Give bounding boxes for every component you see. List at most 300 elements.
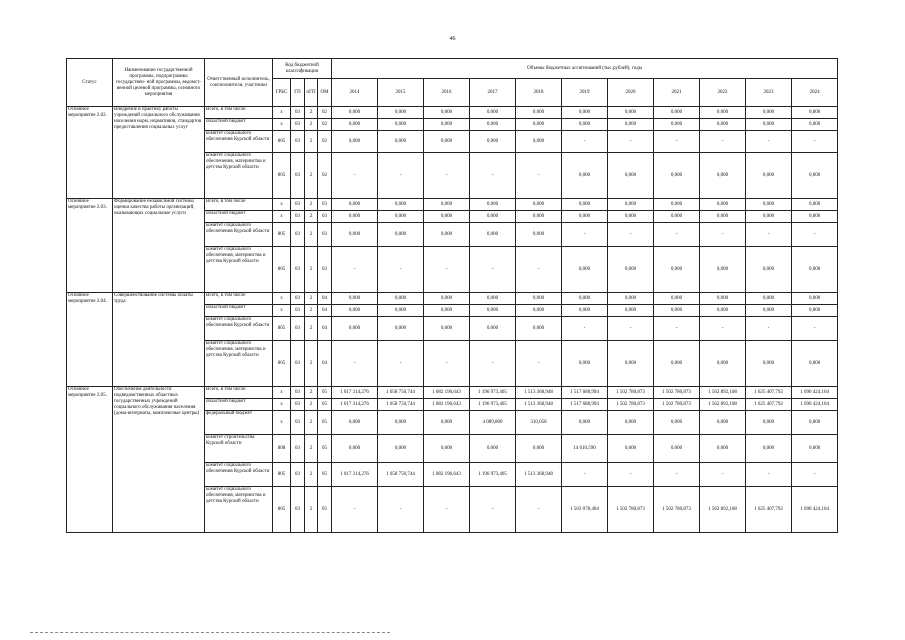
value-cell: 0,000 <box>746 305 792 317</box>
page-number: 46 <box>449 36 456 42</box>
gp-cell: 03 <box>291 211 305 223</box>
value-cell: - <box>792 317 838 341</box>
value-cell: - <box>700 223 746 247</box>
value-cell: 1 196 973,405 <box>470 387 516 399</box>
value-cell: 0,000 <box>746 153 792 199</box>
value-cell: - <box>654 317 700 341</box>
gp-cell: 03 <box>291 119 305 131</box>
value-cell: 0,000 <box>700 305 746 317</box>
header-year: 2016 <box>424 79 470 107</box>
value-cell: 1 562 892,108 <box>700 487 746 533</box>
executor-cell: комитет социального обеспечения Курской области <box>205 463 273 487</box>
value-cell: 1 196 973,405 <box>470 399 516 411</box>
value-cell: - <box>562 463 608 487</box>
value-cell: 0,000 <box>516 317 562 341</box>
value-cell: 1 562 892,108 <box>700 387 746 399</box>
value-cell: 0,000 <box>608 153 654 199</box>
value-cell: - <box>792 131 838 153</box>
value-cell: 1 513 368,948 <box>516 463 562 487</box>
value-cell: - <box>746 223 792 247</box>
value-cell: 0,000 <box>562 107 608 119</box>
value-cell: 0,000 <box>516 131 562 153</box>
value-cell: - <box>470 153 516 199</box>
grbs-cell: 805 <box>273 487 291 533</box>
value-cell: 0,000 <box>424 411 470 435</box>
value-cell: - <box>332 247 378 293</box>
grbs-cell: 805 <box>273 341 291 387</box>
value-cell: 1 690 424,104 <box>792 399 838 411</box>
value-cell: 1 082 196,643 <box>424 399 470 411</box>
header-year: 2020 <box>608 79 654 107</box>
pgp-cell: 2 <box>305 153 318 199</box>
value-cell: - <box>654 223 700 247</box>
value-cell: 1 690 424,104 <box>792 387 838 399</box>
value-cell: 0,000 <box>424 293 470 305</box>
pgp-cell: 2 <box>305 293 318 305</box>
om-cell: 05 <box>318 399 332 411</box>
pgp-cell: 2 <box>305 317 318 341</box>
value-cell: 0,000 <box>792 211 838 223</box>
grbs-cell: х <box>273 305 291 317</box>
value-cell: 0,000 <box>470 107 516 119</box>
pgp-cell: 2 <box>305 387 318 399</box>
value-cell: 0,000 <box>378 199 424 211</box>
status-cell: Основное мероприятие 2.05. <box>67 387 113 533</box>
om-cell: 05 <box>318 387 332 399</box>
value-cell: 0,000 <box>700 341 746 387</box>
om-cell: 05 <box>318 411 332 435</box>
value-cell: - <box>654 463 700 487</box>
value-cell: 1 082 196,643 <box>424 463 470 487</box>
executor-cell: федеральный бюджет <box>205 411 273 435</box>
om-cell: 02 <box>318 153 332 199</box>
value-cell: 0,000 <box>562 293 608 305</box>
status-cell: Основное мероприятие 2.02. <box>67 107 113 199</box>
gp-cell: 03 <box>291 305 305 317</box>
value-cell: - <box>424 341 470 387</box>
value-cell: - <box>470 341 516 387</box>
om-cell: 02 <box>318 107 332 119</box>
value-cell: 0,000 <box>470 305 516 317</box>
executor-cell: областной бюджет <box>205 119 273 131</box>
pgp-cell: 2 <box>305 131 318 153</box>
value-cell: 0,000 <box>608 211 654 223</box>
value-cell: - <box>792 463 838 487</box>
value-cell: 0,000 <box>424 119 470 131</box>
value-cell: 0,000 <box>332 293 378 305</box>
status-cell: Основное мероприятие 2.04. <box>67 293 113 387</box>
om-cell: 02 <box>318 131 332 153</box>
value-cell: 1 502 780,873 <box>654 387 700 399</box>
pgp-cell: 2 <box>305 223 318 247</box>
value-cell: 0,000 <box>792 247 838 293</box>
value-cell: 0,000 <box>746 199 792 211</box>
value-cell: - <box>746 131 792 153</box>
value-cell: 1 017 314,276 <box>332 387 378 399</box>
value-cell: 0,000 <box>516 107 562 119</box>
gp-cell: 03 <box>291 199 305 211</box>
value-cell: 0,000 <box>516 305 562 317</box>
value-cell: - <box>746 463 792 487</box>
value-cell: 1 503 078,404 <box>562 487 608 533</box>
value-cell: - <box>608 317 654 341</box>
value-cell: - <box>700 317 746 341</box>
value-cell: 0,000 <box>516 435 562 463</box>
value-cell: 1 058 750,744 <box>378 399 424 411</box>
value-cell: 0,000 <box>470 211 516 223</box>
value-cell: 1 502 780,873 <box>654 487 700 533</box>
pgp-cell: 2 <box>305 211 318 223</box>
value-cell: 0,000 <box>608 305 654 317</box>
value-cell: 0,000 <box>332 211 378 223</box>
pgp-cell: 2 <box>305 107 318 119</box>
value-cell: 0,000 <box>654 305 700 317</box>
value-cell: 1 502 780,873 <box>608 387 654 399</box>
value-cell: 0,000 <box>608 119 654 131</box>
pgp-cell: 2 <box>305 487 318 533</box>
value-cell: - <box>746 317 792 341</box>
value-cell: 0,000 <box>654 411 700 435</box>
value-cell: 0,000 <box>562 341 608 387</box>
value-cell: 0,000 <box>562 411 608 435</box>
header-year: 2024 <box>792 79 838 107</box>
value-cell: 0,000 <box>378 305 424 317</box>
value-cell: - <box>470 247 516 293</box>
value-cell: 0,000 <box>792 293 838 305</box>
value-cell: 1 513 368,948 <box>516 399 562 411</box>
value-cell: - <box>562 131 608 153</box>
value-cell: 0,000 <box>654 211 700 223</box>
value-cell: 0,000 <box>332 411 378 435</box>
value-cell: 0,000 <box>378 119 424 131</box>
measure-name-cell: Внедрение в практику работы учреждений социального обслуживания населения норм, нормативов, стандартов предоставления социальных услуг <box>113 107 205 199</box>
value-cell: 0,000 <box>608 199 654 211</box>
value-cell: 0,000 <box>654 293 700 305</box>
value-cell: 310,058 <box>516 411 562 435</box>
om-cell: 04 <box>318 341 332 387</box>
header-year: 2019 <box>562 79 608 107</box>
value-cell: 0,000 <box>792 199 838 211</box>
status-cell: Основное мероприятие 2.03. <box>67 199 113 293</box>
executor-cell: Всего, в том числе <box>205 387 273 399</box>
value-cell: 0,000 <box>608 411 654 435</box>
value-cell: 0,000 <box>562 153 608 199</box>
value-cell: 1 513 368,948 <box>516 387 562 399</box>
om-cell: 04 <box>318 317 332 341</box>
om-cell: 05 <box>318 487 332 533</box>
value-cell: 0,000 <box>332 131 378 153</box>
grbs-cell: х <box>273 211 291 223</box>
grbs-cell: 808 <box>273 435 291 463</box>
pgp-cell: 2 <box>305 411 318 435</box>
grbs-cell: х <box>273 293 291 305</box>
gp-cell: 03 <box>291 463 305 487</box>
header-gp: ГП <box>291 79 305 107</box>
value-cell: 1 082 196,643 <box>424 387 470 399</box>
om-cell: 03 <box>318 223 332 247</box>
value-cell: 1 058 750,744 <box>378 463 424 487</box>
value-cell: 0,000 <box>424 223 470 247</box>
value-cell: 0,000 <box>608 341 654 387</box>
value-cell: - <box>470 487 516 533</box>
value-cell: 0,000 <box>516 211 562 223</box>
value-cell: 0,000 <box>378 411 424 435</box>
value-cell: 1 517 688,994 <box>562 387 608 399</box>
value-cell: 0,000 <box>654 435 700 463</box>
value-cell: 0,000 <box>378 317 424 341</box>
header-budget-code: Код бюджетной классификации <box>273 59 332 79</box>
pgp-cell: 2 <box>305 341 318 387</box>
value-cell: - <box>608 223 654 247</box>
value-cell: - <box>424 487 470 533</box>
value-cell: 1 196 973,405 <box>470 463 516 487</box>
value-cell: - <box>378 247 424 293</box>
executor-cell: комитет социального обеспечения, материнства и детства Курской области <box>205 341 273 387</box>
value-cell: 1 690 424,104 <box>792 487 838 533</box>
header-year: 2014 <box>332 79 378 107</box>
value-cell: 0,000 <box>424 317 470 341</box>
om-cell: 04 <box>318 293 332 305</box>
value-cell: 0,000 <box>562 247 608 293</box>
value-cell: 0,000 <box>746 411 792 435</box>
value-cell: 0,000 <box>332 223 378 247</box>
value-cell: - <box>332 153 378 199</box>
gp-cell: 03 <box>291 411 305 435</box>
gp-cell: 03 <box>291 387 305 399</box>
value-cell: 1 502 780,873 <box>608 399 654 411</box>
header-year: 2022 <box>700 79 746 107</box>
value-cell: 0,000 <box>746 341 792 387</box>
value-cell: 0,000 <box>470 317 516 341</box>
value-cell: - <box>654 131 700 153</box>
value-cell: 0,000 <box>378 293 424 305</box>
grbs-cell: 805 <box>273 153 291 199</box>
value-cell: - <box>516 341 562 387</box>
gp-cell: 03 <box>291 223 305 247</box>
value-cell: 0,000 <box>470 293 516 305</box>
gp-cell: 03 <box>291 341 305 387</box>
value-cell: 0,000 <box>332 305 378 317</box>
value-cell: 0,000 <box>332 119 378 131</box>
executor-cell: комитет социального обеспечения Курской области <box>205 223 273 247</box>
value-cell: 0,000 <box>654 119 700 131</box>
gp-cell: 03 <box>291 317 305 341</box>
value-cell: 0,000 <box>516 223 562 247</box>
pgp-cell: 2 <box>305 199 318 211</box>
value-cell: 0,000 <box>378 107 424 119</box>
value-cell: 0,000 <box>562 199 608 211</box>
value-cell: 0,000 <box>792 341 838 387</box>
value-cell: - <box>424 153 470 199</box>
pgp-cell: 2 <box>305 247 318 293</box>
grbs-cell: х <box>273 199 291 211</box>
value-cell: 0,000 <box>700 293 746 305</box>
measure-name-cell: Обеспечение деятельности подведомственных областных государственных учреждений социального обслуживания населения (дома-интернаты, комплексные центры) <box>113 387 205 533</box>
pgp-cell: 2 <box>305 119 318 131</box>
value-cell: 0,000 <box>562 119 608 131</box>
value-cell: 0,000 <box>470 223 516 247</box>
value-cell: 0,000 <box>516 199 562 211</box>
value-cell: 1 625 407,792 <box>746 487 792 533</box>
value-cell: 0,000 <box>700 119 746 131</box>
grbs-cell: 805 <box>273 247 291 293</box>
header-executor: Ответственный исполнитель, соисполнители, участники <box>205 59 273 107</box>
value-cell: 0,000 <box>424 107 470 119</box>
value-cell: - <box>700 131 746 153</box>
budget-table <box>66 58 838 533</box>
value-cell: - <box>562 317 608 341</box>
value-cell: 0,000 <box>792 119 838 131</box>
value-cell: 0,000 <box>424 131 470 153</box>
gp-cell: 03 <box>291 399 305 411</box>
executor-cell: Всего, в том числе <box>205 293 273 305</box>
gp-cell: 03 <box>291 131 305 153</box>
gp-cell: 03 <box>291 153 305 199</box>
om-cell: 03 <box>318 247 332 293</box>
value-cell: - <box>516 247 562 293</box>
value-cell: - <box>562 223 608 247</box>
value-cell: - <box>378 153 424 199</box>
value-cell: 0,000 <box>424 435 470 463</box>
value-cell: 0,000 <box>654 247 700 293</box>
grbs-cell: 805 <box>273 463 291 487</box>
value-cell: 0,000 <box>470 199 516 211</box>
value-cell: 1 502 780,873 <box>608 487 654 533</box>
value-cell: - <box>378 487 424 533</box>
value-cell: 0,000 <box>792 153 838 199</box>
measure-name-cell: Совершенствование системы оплаты труда <box>113 293 205 387</box>
pgp-cell: 2 <box>305 399 318 411</box>
value-cell: 0,000 <box>608 293 654 305</box>
value-cell: 1 058 750,744 <box>378 387 424 399</box>
executor-cell: областной бюджет <box>205 305 273 317</box>
value-cell: 0,000 <box>700 411 746 435</box>
value-cell: 0,000 <box>424 199 470 211</box>
value-cell: 0,000 <box>654 199 700 211</box>
grbs-cell: 805 <box>273 131 291 153</box>
value-cell: - <box>424 247 470 293</box>
executor-cell: Всего, в том числе <box>205 199 273 211</box>
header-status: Статус <box>67 59 113 107</box>
value-cell: 0,000 <box>746 247 792 293</box>
value-cell: 0,000 <box>654 153 700 199</box>
value-cell: 0,000 <box>792 305 838 317</box>
value-cell: - <box>700 463 746 487</box>
value-cell: - <box>516 153 562 199</box>
value-cell: 1 625 407,792 <box>746 399 792 411</box>
header-year: 2015 <box>378 79 424 107</box>
value-cell: 0,000 <box>792 411 838 435</box>
value-cell: 1 017 314,276 <box>332 399 378 411</box>
value-cell: 0,000 <box>700 153 746 199</box>
gp-cell: 03 <box>291 247 305 293</box>
value-cell: 0,000 <box>608 435 654 463</box>
value-cell: 0,000 <box>470 119 516 131</box>
grbs-cell: х <box>273 107 291 119</box>
value-cell: 0,000 <box>746 211 792 223</box>
grbs-cell: х <box>273 411 291 435</box>
value-cell: 0,000 <box>792 435 838 463</box>
value-cell: 0,000 <box>746 293 792 305</box>
gp-cell: 03 <box>291 293 305 305</box>
value-cell: 1 562 892,108 <box>700 399 746 411</box>
value-cell: 0,000 <box>746 107 792 119</box>
value-cell: 0,000 <box>700 211 746 223</box>
value-cell: 0,000 <box>424 305 470 317</box>
value-cell: 0,000 <box>332 435 378 463</box>
value-cell: 0,000 <box>654 341 700 387</box>
executor-cell: комитет строительства Курской области <box>205 435 273 463</box>
value-cell: - <box>516 487 562 533</box>
executor-cell: комитет социального обеспечения Курской области <box>205 317 273 341</box>
value-cell: - <box>332 341 378 387</box>
header-year: 2017 <box>470 79 516 107</box>
value-cell: - <box>608 463 654 487</box>
value-cell: 0,000 <box>654 107 700 119</box>
om-cell: 03 <box>318 211 332 223</box>
grbs-cell: х <box>273 387 291 399</box>
value-cell: 0,000 <box>792 107 838 119</box>
value-cell: 14 610,590 <box>562 435 608 463</box>
executor-cell: комитет социального обеспечения, материнства и детства Курской области <box>205 153 273 199</box>
header-year: 2023 <box>746 79 792 107</box>
value-cell: - <box>608 131 654 153</box>
grbs-cell: 805 <box>273 317 291 341</box>
executor-cell: областной бюджет <box>205 211 273 223</box>
header-name: Наименование государственной программы, подпрограммы государствен- ной программы, ведомст- венной целевой программы, основного мероприятия <box>113 59 205 107</box>
value-cell: 0,000 <box>700 247 746 293</box>
value-cell: 4 089,800 <box>470 411 516 435</box>
value-cell: 0,000 <box>378 131 424 153</box>
gp-cell: 03 <box>291 487 305 533</box>
grbs-cell: х <box>273 399 291 411</box>
gp-cell: 03 <box>291 107 305 119</box>
value-cell: - <box>792 223 838 247</box>
value-cell: 0,000 <box>332 199 378 211</box>
value-cell: 1 017 314,276 <box>332 463 378 487</box>
value-cell: 0,000 <box>608 107 654 119</box>
table-row <box>67 107 838 119</box>
value-cell: 0,000 <box>332 317 378 341</box>
value-cell: 0,000 <box>746 435 792 463</box>
value-cell: 0,000 <box>746 119 792 131</box>
table-row <box>67 293 838 305</box>
table-row <box>67 199 838 211</box>
value-cell: 0,000 <box>608 247 654 293</box>
value-cell: 0,000 <box>470 131 516 153</box>
table-row <box>67 387 838 399</box>
header-year: 2021 <box>654 79 700 107</box>
header-volumes: Объемы бюджетных ассигнований (тыс.рублей), годы <box>332 59 838 79</box>
om-cell: 02 <box>318 119 332 131</box>
value-cell: 0,000 <box>516 293 562 305</box>
pgp-cell: 2 <box>305 305 318 317</box>
measure-name-cell: Формирование независимой системы оценки качества работы организаций, оказывающих социальные услуги <box>113 199 205 293</box>
executor-cell: Всего, в том числе <box>205 107 273 119</box>
value-cell: 0,000 <box>516 119 562 131</box>
value-cell: 0,000 <box>562 211 608 223</box>
executor-cell: областной бюджет <box>205 399 273 411</box>
grbs-cell: х <box>273 119 291 131</box>
value-cell: 0,000 <box>424 211 470 223</box>
executor-cell: комитет социального обеспечения, материнства и детства Курской области <box>205 487 273 533</box>
value-cell: 0,000 <box>332 107 378 119</box>
om-cell: 05 <box>318 463 332 487</box>
scan-artifact-line <box>30 632 390 633</box>
value-cell: 0,000 <box>378 435 424 463</box>
gp-cell: 03 <box>291 435 305 463</box>
value-cell: 0,000 <box>378 211 424 223</box>
